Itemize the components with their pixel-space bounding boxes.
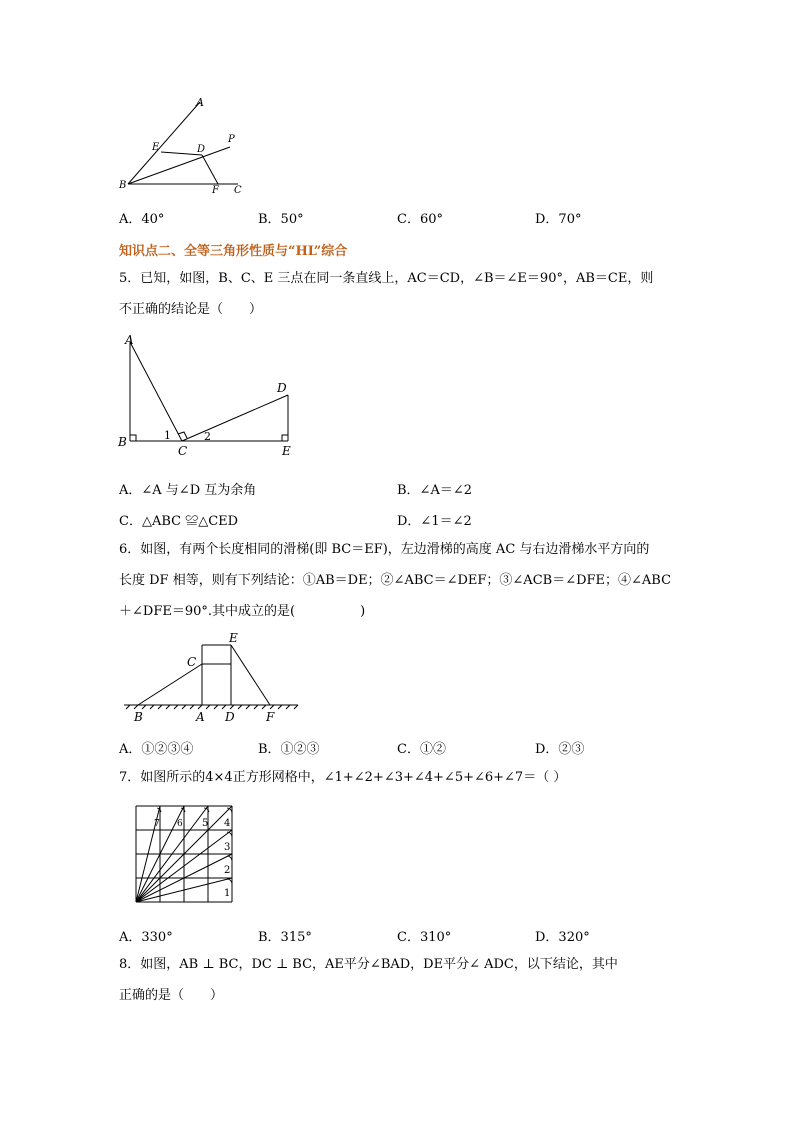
q6-slide-ef [231,645,270,705]
q7-figure [130,800,242,912]
q5-label-b: B [118,435,127,449]
q6-stem-line3: ＋∠DFE＝90°.其中成立的是( ) [119,604,366,619]
q5-label-angle2: 2 [204,430,211,443]
q7-label-4: 4 [224,818,231,829]
q5-right-angle-e [282,435,288,441]
q4-label-c: C [234,185,242,196]
q6-slide-bc [138,664,202,705]
q4-line-df [202,155,218,184]
q6-stem-line1: 6．如图，有两个长度相同的滑梯(即 BC＝EF)，左边滑梯的高度 AC 与右边滑梯水平方向的 [119,542,650,557]
q5-label-d: D [277,381,287,395]
q6-label-b: B [134,710,143,724]
q4-figure [110,92,270,202]
q4-label-e: E [152,142,160,153]
q5-line-cd [182,395,288,441]
q7-option-a[interactable]: A．330° [119,930,173,945]
q4-label-f: F [212,185,219,196]
q7-option-c[interactable]: C．310° [397,930,452,945]
q7-label-6: 6 [177,819,183,829]
q6-figure [118,628,308,726]
q4-line-ba [128,102,200,184]
q4-label-b: B [119,180,127,191]
q4-option-a[interactable]: A．40° [119,212,165,227]
q4-option-c[interactable]: C．60° [397,212,443,227]
q6-option-a[interactable]: A．①②③④ [119,742,194,757]
q6-option-b[interactable]: B．①②③ [258,742,320,757]
q6-option-c[interactable]: C．①② [397,742,446,757]
q5-option-b[interactable]: B．∠A＝∠2 [397,483,472,498]
q7-stem-line1: 7．如图所示的4×4正方形网格中，∠1+∠2+∠3+∠4+∠5+∠6+∠7＝（ ） [119,770,567,785]
q6-ground-hatch [126,705,298,709]
q6-label-d: D [225,710,235,724]
q5-label-c: C [178,444,188,458]
q4-label-d: D [197,144,206,155]
q6-label-c: C [187,655,197,669]
q5-label-e: E [282,444,291,458]
q8-stem-line2: 正确的是（ ） [119,988,224,1003]
q5-stem-line1: 5．已知，如图，B、C、E 三点在同一条直线上，AC＝CD，∠B＝∠E＝90°，AB＝CE，则 [119,271,654,286]
q6-label-f: F [266,710,275,724]
q4-option-b[interactable]: B．50° [258,212,304,227]
q5-figure [112,330,312,460]
q5-line-ac [130,342,182,441]
q7-option-d[interactable]: D．320° [535,930,590,945]
q7-label-1: 1 [224,888,231,899]
q7-label-7: 7 [154,819,160,829]
q8-stem-line1: 8．如图，AB ⊥ BC，DC ⊥ BC，AE平分∠BAD，DE平分∠ ADC，以下结论，其中 [119,957,618,972]
q5-option-a[interactable]: A．∠A 与∠D 互为余角 [119,483,257,498]
q4-line-ed [161,152,202,155]
q6-label-e: E [229,631,238,645]
q6-stem-line2: 长度 DF 相等，则有下列结论：①AB＝DE；②∠ABC＝∠DEF；③∠ACB＝∠DFE；④∠ABC [119,573,672,588]
q5-option-c[interactable]: C．△ABC ≌△CED [119,514,239,529]
q7-label-3: 3 [224,842,231,853]
q6-label-a: A [196,710,205,724]
q7-label-2: 2 [224,865,231,876]
q5-right-angle-b [130,435,136,441]
q4-label-p: P [228,134,235,145]
section-heading: 知识点二、全等三角形性质与“HL”综合 [119,244,348,259]
q4-option-d[interactable]: D．70° [535,212,582,227]
q6-option-d[interactable]: D．②③ [535,742,585,757]
q4-label-a: A [196,96,204,109]
q5-label-a: A [125,333,134,347]
q5-stem-line2: 不正确的结论是（ ） [119,302,263,317]
q5-label-angle1: 1 [164,429,171,442]
q5-option-d[interactable]: D．∠1＝∠2 [397,514,472,529]
q7-label-5: 5 [202,818,209,829]
q7-option-b[interactable]: B．315° [258,930,312,945]
